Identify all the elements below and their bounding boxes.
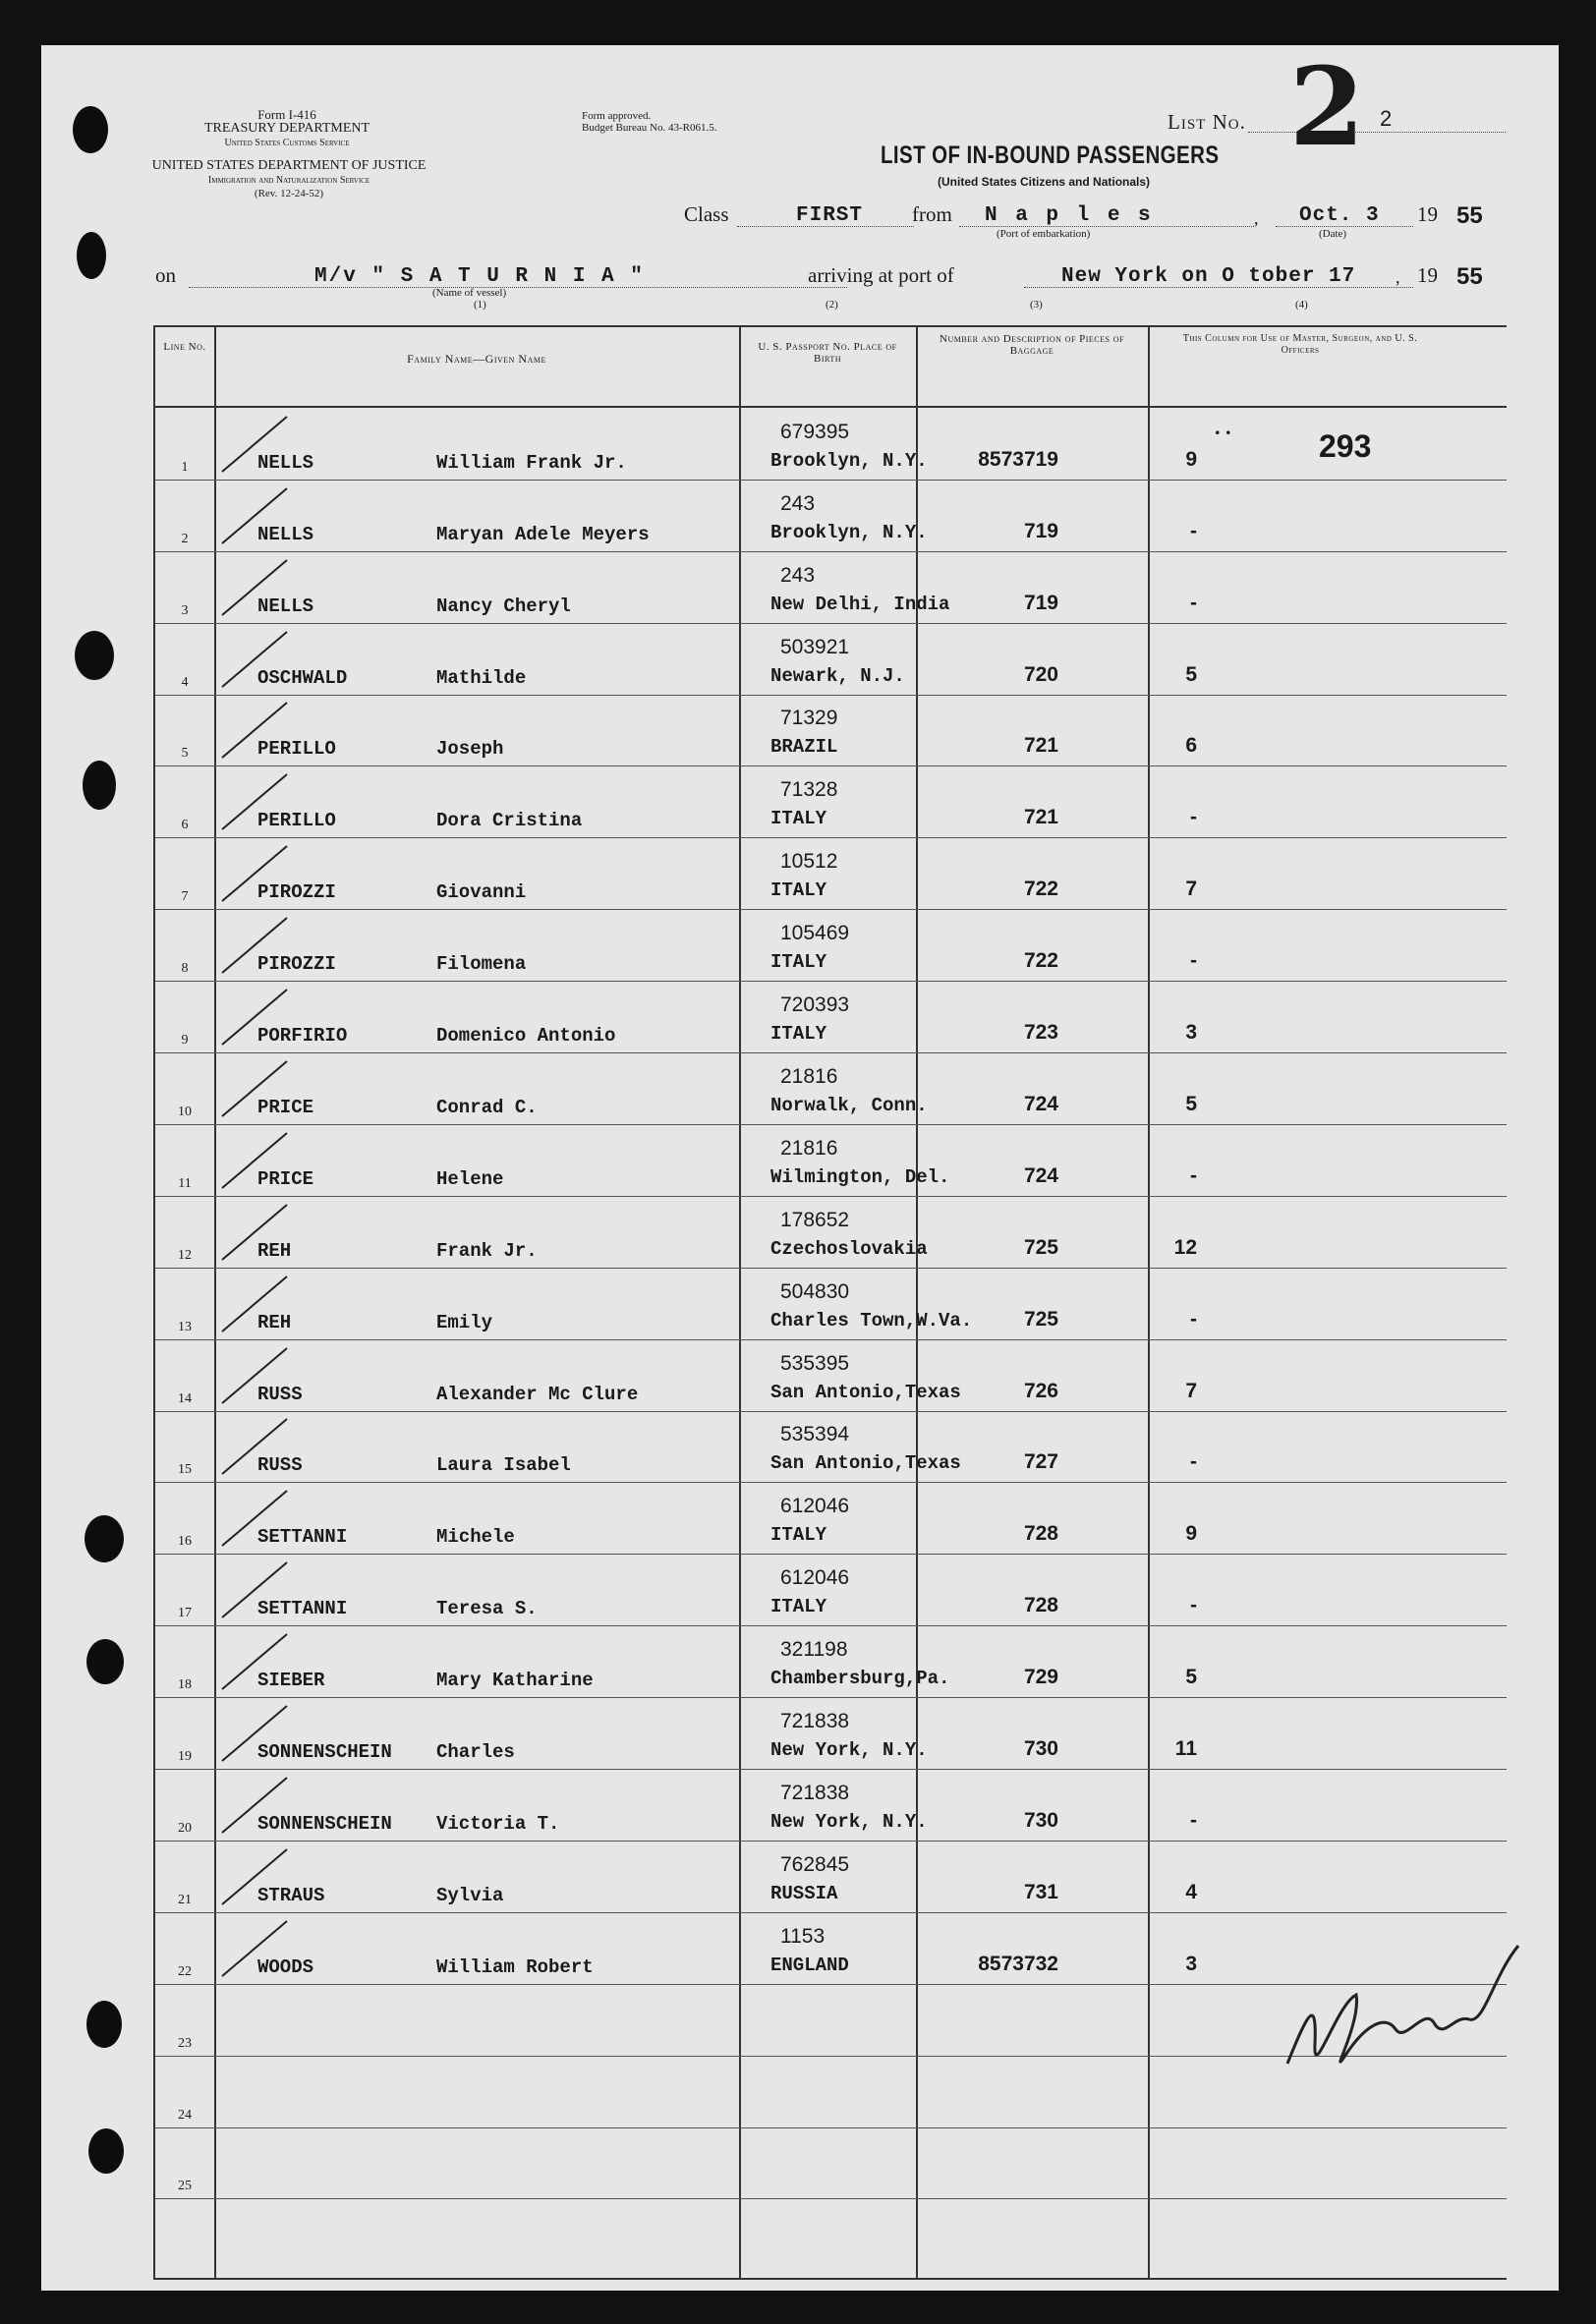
- passport-number: 10512: [780, 850, 838, 874]
- table-row: [155, 981, 1507, 1053]
- arriving-label: arriving at port of: [808, 263, 954, 287]
- family-name: NELLS: [257, 523, 314, 545]
- checkmark-icon: [220, 1059, 289, 1118]
- line-number: 25: [178, 2179, 192, 2194]
- page-subtitle: (United States Citizens and Nationals): [938, 175, 1151, 189]
- column-number-3: (3): [1030, 299, 1043, 311]
- passport-number: 762845: [780, 1852, 850, 1876]
- given-name: Sylvia: [436, 1884, 504, 1906]
- ins-service: Immigration and Naturalization Service: [207, 175, 370, 186]
- date-caption: (Date): [1319, 228, 1347, 240]
- checkmark-icon: [220, 1776, 289, 1835]
- baggage-number: 729: [1023, 1666, 1058, 1689]
- baggage-number: 730: [1023, 1737, 1058, 1761]
- class-value: FIRST: [796, 204, 864, 227]
- column-header-line: Line No.: [163, 341, 206, 353]
- baggage-number: 720: [1023, 662, 1058, 686]
- table-row: [155, 480, 1507, 552]
- passport-number: 535395: [780, 1351, 850, 1375]
- baggage-pieces: -: [1190, 1594, 1197, 1617]
- checkmark-icon: [220, 1704, 289, 1763]
- table-row: [155, 766, 1507, 839]
- given-name: Mathilde: [436, 666, 527, 689]
- table-row: [155, 1841, 1507, 1913]
- baggage-number: 726: [1023, 1379, 1058, 1402]
- passport-number: 720393: [780, 993, 850, 1017]
- checkmark-icon: [220, 1919, 289, 1978]
- line-number: 9: [181, 1033, 189, 1049]
- place-of-birth: ITALY: [770, 1023, 827, 1046]
- passport-number: 721838: [780, 1781, 850, 1804]
- table-row: [155, 1697, 1507, 1770]
- comma: ,: [1396, 267, 1400, 287]
- place-of-birth: Wilmington, Del.: [770, 1165, 950, 1188]
- checkmark-icon: [220, 415, 289, 474]
- place-of-birth: Norwalk, Conn.: [770, 1094, 928, 1116]
- given-name: William Frank Jr.: [436, 451, 627, 474]
- checkmark-icon: [220, 1346, 289, 1405]
- checkmark-icon: [220, 1560, 289, 1619]
- line-number: 16: [178, 1534, 192, 1550]
- place-of-birth: New York, N.Y.: [770, 1739, 928, 1762]
- line-number: 21: [178, 1892, 192, 1907]
- arrival-year: 55: [1456, 263, 1483, 290]
- passport-number: 21816: [780, 1136, 838, 1160]
- passport-number: 721838: [780, 1710, 850, 1733]
- table-row: [155, 909, 1507, 982]
- line-number: 18: [178, 1677, 192, 1693]
- checkmark-icon: [220, 1131, 289, 1190]
- form-number: Form I-416: [257, 107, 316, 122]
- customs-service: United States Customs Service: [224, 138, 350, 148]
- officer-signature: [1258, 1936, 1533, 2103]
- given-name: Michele: [436, 1526, 515, 1549]
- passport-number: 535394: [780, 1423, 850, 1446]
- baggage-pieces: 9: [1185, 1522, 1197, 1546]
- place-of-birth: San Antonio,Texas: [770, 1452, 961, 1475]
- baggage-pieces: 11: [1174, 1737, 1197, 1761]
- list-number-label: List No.: [1168, 110, 1246, 134]
- column-header-passport: U. S. Passport No. Place of Birth: [758, 341, 897, 365]
- place-of-birth: ITALY: [770, 1596, 827, 1618]
- family-name: PERILLO: [257, 810, 336, 832]
- checkmark-icon: [220, 1489, 289, 1548]
- family-name: REH: [257, 1311, 292, 1333]
- table-row: [155, 695, 1507, 767]
- line-number: 3: [181, 602, 189, 618]
- family-name: SIEBER: [257, 1670, 325, 1692]
- passport-number: 679395: [780, 420, 850, 443]
- punch-hole: [83, 761, 116, 810]
- place-of-birth: Charles Town,W.Va.: [770, 1309, 973, 1332]
- baggage-pieces: -: [1190, 806, 1197, 829]
- passport-number: 612046: [780, 1495, 850, 1518]
- line-number: 15: [178, 1462, 192, 1478]
- checkmark-icon: [220, 1417, 289, 1476]
- baggage-number: 721: [1023, 806, 1058, 829]
- family-name: PRICE: [257, 1096, 314, 1118]
- line-number: 2: [181, 531, 189, 546]
- given-name: Maryan Adele Meyers: [436, 523, 650, 545]
- place-of-birth: ENGLAND: [770, 1954, 849, 1976]
- table-row: [155, 551, 1507, 624]
- given-name: Conrad C.: [436, 1096, 538, 1118]
- table-row: [155, 1052, 1507, 1125]
- baggage-pieces: -: [1190, 1808, 1197, 1832]
- baggage-number: 724: [1023, 1163, 1058, 1187]
- line-number: 5: [181, 746, 189, 762]
- place-of-birth: New Delhi, India: [770, 593, 950, 615]
- punch-hole: [73, 106, 108, 153]
- family-name: SETTANNI: [257, 1598, 348, 1620]
- table-row: [155, 2127, 1507, 2200]
- checkmark-icon: [220, 916, 289, 975]
- budget-bureau: Budget Bureau No. 43-R061.5.: [582, 122, 717, 134]
- checkmark-icon: [220, 486, 289, 545]
- baggage-pieces: 4: [1185, 1880, 1197, 1903]
- passport-number: 21816: [780, 1064, 838, 1088]
- passport-number: 1153: [780, 1924, 826, 1948]
- table-row: [155, 623, 1507, 696]
- baggage-pieces: 5: [1185, 1666, 1197, 1689]
- checkmark-icon: [220, 1847, 289, 1906]
- family-name: PORFIRIO: [257, 1025, 348, 1048]
- family-name: PRICE: [257, 1167, 314, 1190]
- embarkation-port: N a p l e s: [985, 204, 1154, 227]
- given-name: Giovanni: [436, 881, 527, 904]
- baggage-pieces: 7: [1185, 878, 1197, 901]
- table-row: [155, 1554, 1507, 1626]
- baggage-number: 725: [1023, 1307, 1058, 1331]
- embarkation-caption: (Port of embarkation): [997, 228, 1091, 240]
- baggage-pieces: 6: [1185, 734, 1197, 758]
- comma: ,: [1254, 208, 1259, 228]
- place-of-birth: RUSSIA: [770, 1882, 838, 1904]
- line-number: 22: [178, 1963, 192, 1979]
- vessel-caption: (Name of vessel): [432, 287, 507, 299]
- given-name: Laura Isabel: [436, 1454, 571, 1477]
- column-header-name: Family Name—Given Name: [407, 352, 546, 366]
- given-name: William Robert: [436, 1956, 594, 1978]
- treasury-dept: TREASURY DEPARTMENT: [203, 121, 370, 136]
- line-number: 4: [181, 674, 189, 690]
- given-name: Alexander Mc Clure: [436, 1383, 639, 1405]
- family-name: RUSS: [257, 1383, 303, 1405]
- line-number: 11: [178, 1175, 192, 1191]
- line-number: 23: [178, 2035, 192, 2051]
- passport-number: 321198: [780, 1638, 848, 1662]
- baggage-pieces: -: [1190, 591, 1197, 614]
- family-name: SONNENSCHEIN: [257, 1741, 392, 1764]
- given-name: Dora Cristina: [436, 810, 583, 832]
- baggage-number: 721: [1023, 734, 1058, 758]
- column-number-2: (2): [826, 299, 838, 311]
- baggage-pieces: 12: [1173, 1235, 1197, 1259]
- checkmark-icon: [220, 772, 289, 831]
- given-name: Charles: [436, 1741, 515, 1764]
- table-row: [155, 408, 1507, 481]
- place-of-birth: Czechoslovakia: [770, 1237, 928, 1260]
- place-of-birth: ITALY: [770, 951, 827, 974]
- line-number: 17: [178, 1606, 192, 1621]
- baggage-pieces: -: [1190, 519, 1197, 542]
- passport-number: 178652: [780, 1208, 850, 1231]
- table-row: [155, 1196, 1507, 1269]
- place-of-birth: New York, N.Y.: [770, 1810, 928, 1833]
- line-number: 12: [178, 1247, 192, 1263]
- place-of-birth: Brooklyn, N.Y.: [770, 449, 928, 472]
- passport-number: 243: [780, 491, 816, 515]
- line-number: 13: [178, 1319, 192, 1334]
- year-prefix-2: 19: [1417, 263, 1438, 287]
- given-name: Victoria T.: [436, 1812, 560, 1835]
- page-title: LIST OF IN-BOUND PASSENGERS: [881, 142, 1220, 169]
- column-number-4: (4): [1295, 299, 1308, 311]
- place-of-birth: Chambersburg,Pa.: [770, 1668, 950, 1690]
- baggage-number: 731: [1023, 1880, 1058, 1903]
- arrival-port-date: New York on O tober 17: [1061, 265, 1356, 288]
- place-of-birth: Newark, N.J.: [770, 664, 905, 687]
- family-name: RUSS: [257, 1454, 303, 1477]
- baggage-number: 730: [1023, 1808, 1058, 1832]
- passport-number: 503921: [780, 635, 850, 658]
- baggage-pieces: 3: [1185, 1952, 1197, 1975]
- family-name: WOODS: [257, 1956, 314, 1978]
- baggage-number: 725: [1023, 1235, 1058, 1259]
- line-number: 10: [178, 1104, 192, 1119]
- form-approved: Form approved.: [582, 110, 652, 122]
- passport-number: 105469: [780, 922, 850, 945]
- baggage-number: 728: [1023, 1594, 1058, 1617]
- family-name: REH: [257, 1239, 292, 1262]
- passport-number: 243: [780, 563, 816, 587]
- punch-hole: [85, 1515, 124, 1562]
- punch-hole: [77, 232, 106, 279]
- punch-hole: [86, 1639, 124, 1684]
- line-number: 6: [181, 818, 189, 833]
- baggage-pieces: 5: [1185, 662, 1197, 686]
- baggage-pieces: -: [1190, 1163, 1197, 1187]
- given-name: Filomena: [436, 953, 527, 976]
- baggage-number: 724: [1023, 1092, 1058, 1115]
- class-label: Class: [684, 202, 729, 226]
- family-name: SONNENSCHEIN: [257, 1812, 392, 1835]
- family-name: OSCHWALD: [257, 666, 348, 689]
- given-name: Joseph: [436, 738, 504, 761]
- embarkation-year: 55: [1456, 202, 1483, 229]
- table-row: [155, 1483, 1507, 1556]
- on-label: on: [155, 263, 176, 287]
- place-of-birth: ITALY: [770, 1524, 827, 1547]
- list-number-typed: 2: [1380, 106, 1393, 131]
- checkmark-icon: [220, 558, 289, 617]
- embarkation-date: Oct. 3: [1299, 204, 1380, 227]
- baggage-number: 8573719: [978, 447, 1058, 471]
- table-row: [155, 837, 1507, 910]
- baggage-number: 719: [1023, 519, 1058, 542]
- column-header-baggage: Number and Description of Pieces of Baggage: [940, 333, 1124, 357]
- family-name: NELLS: [257, 451, 314, 474]
- baggage-number: 728: [1023, 1522, 1058, 1546]
- officer-tick-marks: . .: [1215, 415, 1231, 439]
- justice-dept: UNITED STATES DEPARTMENT OF JUSTICE: [151, 158, 427, 173]
- line-number: 24: [178, 2107, 192, 2123]
- line-number: 19: [178, 1749, 192, 1765]
- baggage-pieces: 3: [1185, 1021, 1197, 1045]
- passport-number: 504830: [780, 1279, 850, 1303]
- line-number: 14: [178, 1390, 192, 1406]
- family-name: NELLS: [257, 595, 314, 617]
- given-name: Emily: [436, 1311, 493, 1333]
- checkmark-icon: [220, 1275, 292, 1333]
- family-name: STRAUS: [257, 1884, 325, 1906]
- place-of-birth: ITALY: [770, 808, 827, 830]
- passport-number: 71328: [780, 778, 838, 802]
- year-prefix: 19: [1417, 202, 1438, 226]
- passport-number: 71329: [780, 707, 838, 730]
- table-row: [155, 1769, 1507, 1842]
- family-name: PIROZZI: [257, 953, 336, 976]
- baggage-pieces: 5: [1185, 1092, 1197, 1115]
- column-number-1: (1): [474, 299, 486, 311]
- family-name: PIROZZI: [257, 881, 336, 904]
- punch-hole: [88, 2128, 124, 2174]
- given-name: Teresa S.: [436, 1598, 538, 1620]
- revision-date: (Rev. 12-24-52): [254, 188, 324, 199]
- line-number: 1: [181, 459, 189, 475]
- checkmark-icon: [220, 1203, 292, 1262]
- place-of-birth: ITALY: [770, 879, 827, 902]
- given-name: Nancy Cheryl: [436, 595, 571, 617]
- given-name: Helene: [436, 1167, 504, 1190]
- baggage-pieces: 7: [1185, 1379, 1197, 1402]
- place-of-birth: BRAZIL: [770, 736, 838, 759]
- baggage-pieces: -: [1190, 949, 1197, 973]
- passport-number: 612046: [780, 1566, 850, 1590]
- checkmark-icon: [220, 701, 289, 760]
- table-row: [155, 1339, 1507, 1412]
- list-number-handwritten: 2: [1289, 43, 1365, 170]
- baggage-number: 727: [1023, 1450, 1058, 1474]
- from-label: from: [912, 202, 952, 226]
- form-sheet: [41, 45, 1559, 2291]
- baggage-pieces: 9: [1185, 447, 1197, 471]
- officer-annotation: 293: [1319, 428, 1372, 464]
- table-row: [155, 1268, 1507, 1340]
- place-of-birth: Brooklyn, N.Y.: [770, 521, 928, 543]
- checkmark-icon: [220, 844, 289, 903]
- baggage-pieces: -: [1190, 1450, 1197, 1474]
- column-header-officers: This Column for Use of Master, Surgeon, and U. S. Officers: [1182, 333, 1418, 356]
- baggage-number: 722: [1023, 949, 1058, 973]
- punch-hole: [75, 631, 114, 680]
- given-name: Mary Katharine: [436, 1670, 594, 1692]
- line-number: 7: [181, 889, 189, 905]
- place-of-birth: San Antonio,Texas: [770, 1381, 961, 1403]
- baggage-number: 719: [1023, 591, 1058, 614]
- baggage-number: 723: [1023, 1021, 1058, 1045]
- given-name: Domenico Antonio: [436, 1025, 616, 1048]
- vessel-name: M/v " S A T U R N I A ": [314, 265, 645, 288]
- given-name: Frank Jr.: [436, 1239, 538, 1262]
- table-row: [155, 1625, 1507, 1698]
- line-number: 20: [178, 1820, 192, 1836]
- punch-hole: [86, 2001, 122, 2048]
- table-row: [155, 1124, 1507, 1197]
- family-name: SETTANNI: [257, 1526, 348, 1549]
- checkmark-icon: [220, 988, 289, 1047]
- checkmark-icon: [220, 630, 289, 689]
- line-number: 8: [181, 961, 189, 977]
- table-row: [155, 1411, 1507, 1484]
- checkmark-icon: [220, 1632, 289, 1691]
- baggage-number: 8573732: [978, 1952, 1058, 1975]
- family-name: PERILLO: [257, 738, 336, 761]
- baggage-pieces: -: [1190, 1307, 1197, 1331]
- list-number-dotted-line: [1248, 132, 1506, 133]
- baggage-number: 722: [1023, 878, 1058, 901]
